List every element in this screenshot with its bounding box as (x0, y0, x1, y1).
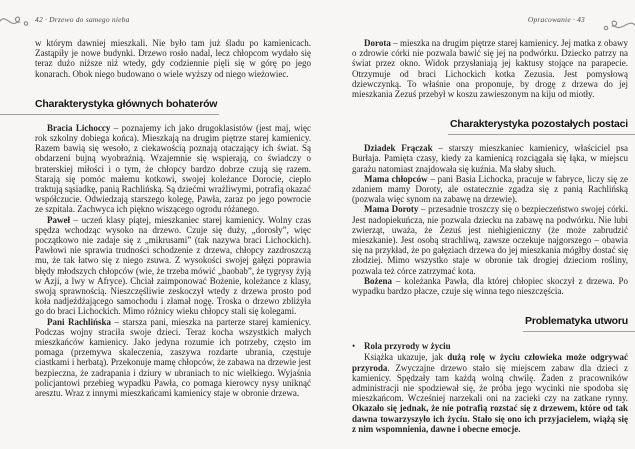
character-name: Bracia Lichoccy (47, 122, 111, 133)
character-name: Dorota (364, 38, 391, 48)
bullet-icon: • (352, 341, 356, 352)
heading-row (352, 114, 628, 132)
character-paragraph: Bożena – koleżanka Pawła, dla której chłopiec skoczył z drzewa. Po wypadku bardzo płacze, czuje się winna tego nieszczęścia. (352, 275, 628, 297)
running-header-left: 42 · Drzewo do samego nieba (35, 15, 130, 24)
corner-flourish-icon (0, 10, 32, 34)
section-heading-other-characters: Charakterystyka pozostałych postaci (450, 118, 628, 131)
character-name: Paweł (47, 214, 70, 225)
character-paragraph: Mama Doroty – przesadnie troszczy się o bezpieczeństwo swojej córki. Jest nadopiekuńcza, nie pozwala dziecku na zabawę na podwórku. Nie lubi zwierząt, uważa, że Zezuś jest niehigieniczny (że może zabrudzić mieszkanie). Jest osobą strachliwą, zawsze oczekuje najgorszego – obawia się na przykład, że po gałęziach drzewa do jej mieszkania mógłby dostać się złodziej. Mimo wszystko staje w obronie tak drogiej dzieciom rośliny, pozwala też córce zatrzymać kota. (352, 204, 628, 276)
heading-row (352, 311, 628, 329)
character-paragraph: Mama chłopców – pani Basia Lichocka, pracuje w fabryce, liczy się ze zdaniem mamy Doroty, ale ostatecznie zgadza się z panią Rachlińską (pozwala więc synom na zabawę na drzewie). (352, 173, 628, 205)
character-paragraph: Pani Rachlińska – starsza pani, mieszka na parterze starej kamienicy. Podczas wojny straciła swoje dzieci. Teraz kocha wszystkich małych mieszkańców kamienicy. Jako jedyna rozumie ich potrzeby, często im pomaga (przemywa skaleczenia, zaszywa rozdarte ubrania, częstuje ciastkami i herbatą). Przekonuje mamę chłopców, że zabawa na drzewie jest bezpieczna, że zadrapania i dziury w ubraniach to nic wielkiego. Wyjaśnia policjantowi przebieg wypadku Pawła, co pomaga kierowcy nysy uniknąć aresztu. Wraz z innymi mieszkańcami kamienicy staje w obronie drzewa. (35, 316, 311, 399)
character-name: Bożena (364, 275, 392, 286)
other-characters-list (352, 143, 628, 296)
character-name: Dziadek Frączak (364, 143, 433, 154)
character-paragraph: Paweł – uczeń klasy piątej, mieszkaniec starej kamienicy. Wolny czas spędza wchodząc wysoko na drzewo. Czuje się duży, „dorosły”, więc początkowo nie zadaje się z „mikrusami” (tak nazywa braci Lichockich). Pawłowi nie sprawia trudności schodzenie z drzewa, chłopcy zazdroszczą mu, że tak łatwo się z niego zsuwa. Z wysokości swojej gałęzi poprawia błędy młodszych chłopców (wie, że trzeba mówić „baobab”, że tygrysy żyją w Azji, a lwy w Afryce). Chciał zaimponować Bożenie, koleżance z klasy, swoją sprawnością. Nieszczęśliwie zeskoczył wtedy z drzewa prosto pod koła nadjeżdżającego samochodu i złamał nogę. Troska o drzewo zbliżyła go do braci Lichockich. Mimo różnicy wieku chłopcy stali się kolegami. (35, 214, 311, 317)
bullet-item-nature-role (352, 341, 628, 351)
character-paragraph: Bracia Lichoccy – poznajemy ich jako drugoklasistów (jest maj, więc rok szkolny dobiega końca). Mieszkają na drugim piętrze starej kamienicy. Razem bawią się wesoło, z ciekawością poznają otaczający ich świat. Są obdarzeni bujną wyobraźnią. Wzajemnie się wspierają, co świadczy o braterskiej miłości i o tym, że chłopcy bardzo dobrze czują się razem. Starają się pomóc małemu kotkowi, swojej koleżance Dorocie, ciepło traktują sąsiadkę, panią Rachlińską. Są dziećmi wrażliwymi, potrafią okazać współczucie. Odwiedzają starszego kolegę, Pawła, zaraz po jego powrocie ze szpitala. Zachwyca ich piękno wiszącego ogrodu różanego. (35, 122, 311, 215)
bullet-title: Rola przyrody w życiu (364, 341, 451, 352)
main-characters-list (35, 123, 311, 398)
character-paragraph: Dorota – mieszka na drugim piętrze starej kamienicy. Jej matka z obawy o zdrowie córki nie pozwala bawić się jej na podwórku. Dziecko patrzy na świat przez okno. Widok przysłaniają jej kaktusy stojące na parapecie. Otrzymuje od braci Lichockich kotka Zezusia. Jest pomysłową dziewczynką. To właśnie ona proponuje, by drogę z drzewa do jej mieszkania Zezuś przebył w koszu zawieszonym na kiju od miotły. (352, 38, 628, 100)
problem-paragraph: Książka ukazuje, jak dużą rolę w życiu człowieka może odgrywać przyroda. Zwyczajne drzewo stało się miejscem zabaw dla dzieci z kamienicy. Spędzały tam każdą wolną chwilę. Żaden z pracowników administracji nie spodziewał się, że próba jego wycinki nie spodoba się mieszkańcom. Wcześniej narzekali oni na zacieki czy na zatkane rynny. Okazało się jednak, że nie potrafią rozstać się z drzewem, które od tak dawna towarzyszyło ich życiu. Stało się ono ich przyjacielem, wiążą się z nim wspomnienia, dawne i obecne emocje. (352, 352, 628, 434)
character-name: Mama chłopców (364, 173, 428, 184)
right-page (317, 0, 635, 449)
character-name: Mama Doroty (364, 204, 419, 215)
section-heading-main-characters: Charakterystyka głównych bohaterów (35, 97, 218, 110)
heading-row (35, 94, 311, 112)
running-header-right: Opracowanie · 43 (527, 15, 585, 24)
dorota-paragraph-wrap (352, 38, 628, 99)
character-paragraph: Dziadek Frączak – starszy mieszkaniec kamienicy, właściciel psa Burłaja. Pamięta czasy, kiedy za kamienicą rozciągała się łąka, w miejscu garażu natomiast znajdowała się kuźnia. Ma słaby słuch. (352, 143, 628, 174)
corner-flourish-icon (595, 16, 635, 40)
character-name: Pani Rachlińska (47, 316, 111, 327)
left-page (0, 0, 317, 449)
section-heading-problems: Problematyka utworu (525, 315, 628, 328)
intro-paragraph: w którym dawniej mieszkali. Nie było tam już śladu po kamienicach. Zastąpiły je nowe budynki. Drzewo rosło nadal, lecz chłopcom wydało się teraz dużo niższe niż wtedy, gdy codziennie pięli się w górę po jego konarach. Obok niego budowano o wiele wyższy od niego wieżowiec. (35, 38, 311, 79)
